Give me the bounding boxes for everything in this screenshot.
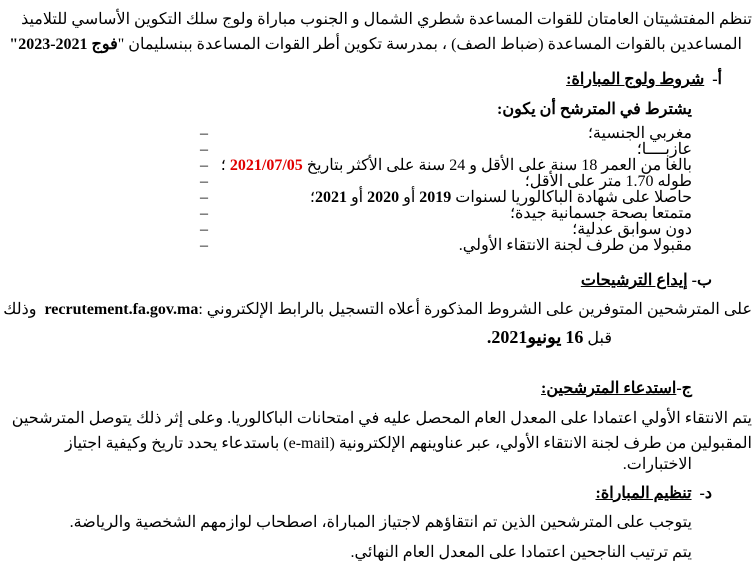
bullet-dash: – bbox=[200, 221, 208, 238]
section-d-text-1: يتوجب على المترشحين الذين تم انتقاؤهم لاجتياز المباراة، اصطحاب لوازمهم الشخصية والرياضة. bbox=[69, 514, 692, 531]
year-2020: 2020 bbox=[367, 189, 400, 206]
section-c-line-3 bbox=[623, 455, 692, 475]
deadline-date: 2021/07/05 bbox=[229, 157, 303, 174]
section-d-line-2 bbox=[351, 543, 692, 563]
item-record: دون سوابق عدلية؛ bbox=[572, 221, 692, 238]
section-b-line-1 bbox=[3, 300, 752, 320]
or-word-1: أو bbox=[403, 189, 416, 206]
bullet-dash: – bbox=[200, 237, 208, 254]
section-a-title: شروط ولوج المباراة: bbox=[566, 71, 705, 88]
deadline-month-year: يونيو2021. bbox=[486, 327, 562, 347]
intro-line-2 bbox=[9, 35, 742, 55]
or-word-2: أو bbox=[350, 189, 364, 206]
year-2019: 2019 bbox=[419, 189, 452, 206]
cohort-label: فوج 2021-2023 bbox=[18, 36, 118, 53]
item-bac-text: حاصلا على شهادة الباكالوريا لسنوات bbox=[455, 189, 692, 206]
item-age-suffix: ؛ bbox=[220, 157, 230, 174]
intro-quote-close: " bbox=[9, 36, 19, 53]
intro-text-1: تنظم المفتشيتان العامتان للقوات المساعدة شطري الشمال و الجنوب مباراة ولوج سلك التكوين الأساسي للتلاميذ bbox=[21, 11, 752, 28]
section-c-line-2 bbox=[65, 434, 752, 454]
section-a-letter: أ- bbox=[712, 71, 722, 88]
year-2021: 2021 bbox=[314, 189, 347, 206]
section-c-text-1: يتم الانتقاء الأولي اعتمادا على المعدل العام المحصل عليه في امتحانات الباكالوريا. وعلى إثر ذلك يتوصل المترشحين bbox=[11, 410, 752, 427]
section-c-line-1 bbox=[12, 409, 752, 429]
section-c-heading bbox=[541, 379, 692, 399]
section-c-text-3: الاختبارات. bbox=[622, 456, 692, 473]
deadline-day: 16 bbox=[565, 327, 584, 347]
item-nationality: مغربي الجنسية؛ bbox=[587, 125, 692, 142]
item-bac: حاصلا على شهادة الباكالوريا لسنوات 2019 أو 2020 أو 2021؛ bbox=[309, 189, 692, 206]
section-d-title: تنظيم المباراة: bbox=[595, 485, 692, 502]
item-accepted: مقبولا من طرف لجنة الانتقاء الأولي. bbox=[458, 237, 692, 254]
section-b-heading bbox=[581, 271, 712, 291]
item-single: عازبــــا؛ bbox=[636, 141, 692, 158]
section-b-text-1: على المترشحين المتوفرين على الشروط المذكورة أعلاه التسجيل بالرابط الإلكتروني : bbox=[198, 301, 752, 318]
bullet-dash: – bbox=[200, 189, 208, 206]
section-a-subtitle-line bbox=[497, 100, 692, 120]
section-c-text-2: المقبولين من طرف لجنة الانتقاء الأولي، عبر عناوينهم الإلكترونية (e-mail) باستدعاء يحدد تاريخ وكيفية اجتياز bbox=[64, 435, 752, 452]
section-b-letter: ب- bbox=[691, 272, 712, 289]
bullet-dash: – bbox=[200, 125, 208, 142]
registration-link[interactable]: recrutement.fa.gov.ma bbox=[44, 301, 199, 318]
intro-line-1 bbox=[21, 10, 752, 30]
section-c-title: استدعاء المترشحين: bbox=[541, 380, 677, 397]
section-b-before: قبل bbox=[587, 330, 612, 347]
bullet-dash: – bbox=[200, 205, 208, 222]
bullet-dash: – bbox=[200, 173, 208, 190]
section-b-text-1b: وذلك bbox=[3, 301, 37, 318]
conditions-list bbox=[72, 124, 692, 264]
section-d-text-2: يتم ترتيب الناجحين اعتمادا على المعدل العام النهائي. bbox=[350, 544, 692, 561]
section-b-title: إيداع الترشيحات bbox=[580, 272, 688, 289]
item-age-text: بالغا من العمر 18 سنة على الأقل و 24 سنة على الأكثر بتاريخ bbox=[306, 157, 692, 174]
section-a-subtitle: يشترط في المترشح أن يكون: bbox=[497, 101, 692, 118]
item-height: طوله 1.70 متر على الأقل؛ bbox=[524, 173, 692, 190]
item-health: متمتعا بصحة جسمانية جيدة؛ bbox=[509, 205, 692, 222]
bullet-dash: – bbox=[200, 141, 208, 158]
intro-text-2a: المساعدين بالقوات المساعدة (ضباط الصف) ، بمدرسة تكوين أطر القوات المساعدة ببنسليمان " bbox=[117, 36, 742, 53]
section-d-heading bbox=[596, 484, 713, 504]
section-c-letter: ج- bbox=[676, 380, 692, 397]
section-d-line-1 bbox=[70, 513, 692, 533]
section-a-heading bbox=[566, 70, 722, 90]
bullet-dash: – bbox=[200, 157, 208, 174]
list-item bbox=[72, 236, 692, 255]
section-b-line-2 bbox=[487, 325, 612, 351]
section-d-letter: د- bbox=[699, 485, 712, 502]
